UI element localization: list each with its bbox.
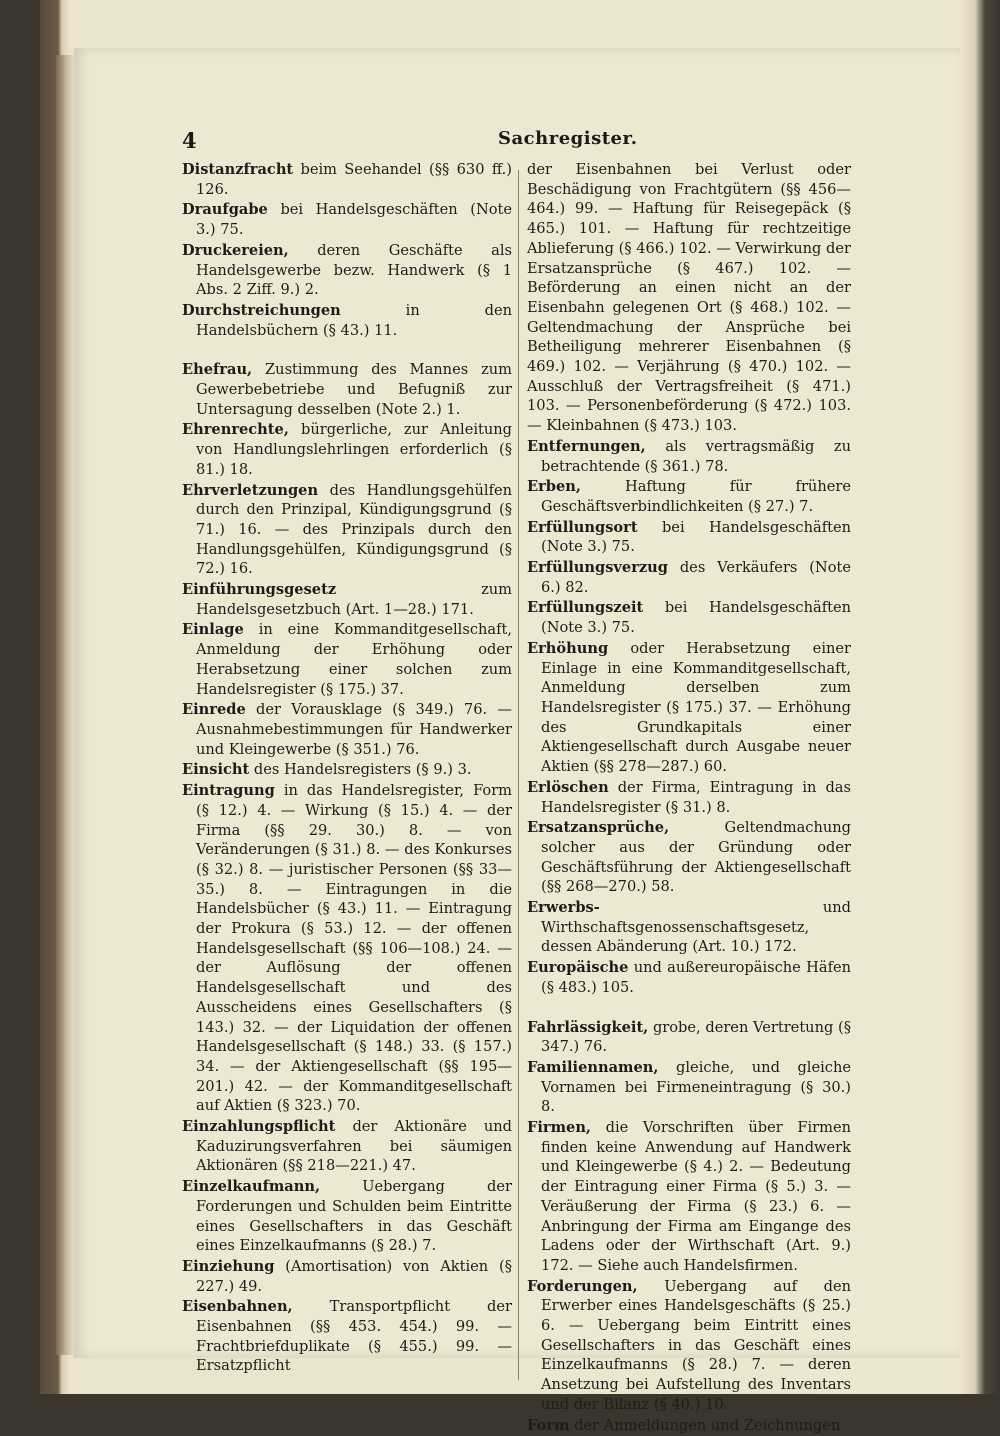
entry-text: Geltendmachung solcher aus der Gründung oder Geschäftsführung der Aktiengesellschaft (§§ 268—270.) 58. (541, 819, 851, 896)
entry-lemma: Form (527, 1416, 570, 1434)
index-entry (182, 760, 512, 780)
index-entry (182, 481, 512, 580)
entry-lemma: Ehefrau, (182, 361, 253, 379)
entry-lemma: Erfüllungsort (527, 518, 638, 536)
entry-text: beim Seehandel (§§ 630 ff.) 126. (196, 161, 513, 198)
index-entry (182, 160, 512, 199)
entry-text: zum Handelsgesetzbuch (Art. 1—28.) 171. (196, 581, 512, 618)
index-entry (182, 700, 512, 759)
index-entry (527, 1118, 851, 1276)
entry-lemma: Erben, (527, 478, 581, 496)
index-entry (527, 958, 851, 997)
entry-lemma: Fahrlässigkeit, (527, 1018, 649, 1036)
entry-lemma: Druckereien, (182, 241, 289, 259)
entry-text: Haftung für frühere Geschäftsverbindlichkeiten (§ 27.) 7. (541, 478, 851, 515)
index-entry (182, 1257, 512, 1296)
entry-lemma: Draufgabe (182, 201, 268, 219)
entry-text: der Anmeldungen und Zeichnungen (574, 1416, 841, 1434)
entry-text: in den Handelsbüchern (§ 43.) 11. (196, 301, 512, 339)
entry-text: und außereuropäische Häfen (§ 483.) 105. (541, 959, 852, 996)
entry-lemma: Distanzfracht (182, 161, 294, 178)
entry-lemma: Erhöhung (527, 639, 609, 657)
entry-text: grobe, deren Vertretung (§ 347.) 76. (541, 1018, 851, 1056)
index-entry (527, 437, 851, 476)
running-title: Sachregister. (498, 128, 638, 149)
entry-lemma: Familiennamen, (527, 1058, 659, 1076)
entry-lemma: Einzelkaufmann, (182, 1178, 321, 1196)
entry-lemma: Ehrverletzungen (182, 481, 319, 499)
index-entry (527, 778, 851, 817)
entry-lemma: Eintragung (182, 782, 275, 800)
index-entry (182, 301, 512, 340)
entry-text: des Verkäufers (Note 6.) 82. (541, 559, 851, 596)
index-entry (527, 598, 851, 637)
entry-text: in das Handelsregister, Form (§ 12.) 4. — Wirkung (§ 15.) 4. — der Firma (§§ 29. 30.) 8. — von Veränderungen (§ 31.) 8. — des Konkurses (§ 32.) 8. — juristischer Personen (§§ 33—35.) 8. — Eintragungen in die Handelsbücher (§ 43.) 11. — Eintragung der Prokura (§ 53.) 12. — der offenen Handelsgesellschaft (§§ 106—108.) 24. — der Auflösung der offenen Handelsgesellschaft und des Ausscheidens eines Gesellschafters (§ 143.) 32. — der Liquidation der offenen Handelsgesellschaft (§ 148.) 33. (§ 157.) 34. — der Aktiengesellschaft (§§ 195—201.) 42. — der Kommanditgesellschaft auf Aktien (§ 323.) 70. (196, 782, 513, 1115)
entry-lemma: Europäische (527, 959, 629, 977)
entry-text: gleiche, und gleiche Vornamen bei Firmeneintragung (§ 30.) 8. (541, 1058, 851, 1116)
entry-text: oder Herabsetzung einer Einlage in eine Kommanditgesellschaft, Anmeldung derselben zum Handelsregister (§ 175.) 37. — Erhöhung des Grundkapitals einer Aktiengesellschaft durch Ausgabe neuer Aktien (§§ 278—287.) 60. (541, 639, 851, 776)
index-column-left (182, 160, 512, 1377)
entry-text: der Aktionäre und Kaduzirungsverfahren bei säumigen Aktionären (§§ 218—221.) 47. (196, 1118, 512, 1175)
entry-text: in eine Kommanditgesellschaft, Anmeldung der Erhöhung oder Herabsetzung einer solchen zum Handelsregister (§ 175.) 37. (196, 621, 512, 698)
column-divider (518, 170, 519, 1380)
entry-text: Uebergang der Forderungen und Schulden beim Eintritte eines Gesellschafters in das Geschäft eines Einzelkaufmanns (§ 28.) 7. (196, 1178, 512, 1255)
book-binding-edge (56, 55, 74, 1355)
entry-lemma: Einsicht (182, 761, 250, 779)
entry-lemma: Einführungsgesetz (182, 581, 337, 599)
entry-lemma: Erfüllungszeit (527, 599, 644, 617)
entry-text: bei Handelsgeschäften (Note 3.) 75. (541, 518, 851, 556)
entry-lemma: Firmen, (527, 1119, 592, 1137)
entry-text: und Wirthschaftsgenossenschaftsgesetz, dessen Abänderung (Art. 10.) 172. (541, 899, 851, 956)
index-entry (182, 360, 512, 419)
entry-text: des Handlungsgehülfen durch den Prinzipal, Kündigungsgrund (§ 71.) 16. — des Prinzipals durch den Handlungsgehülfen, Kündigungsgrund (§ 72.) 16. (196, 481, 512, 578)
entry-lemma: Einziehung (182, 1257, 275, 1275)
index-entry (527, 639, 851, 777)
index-entry (182, 580, 512, 619)
entry-lemma: Ersatzansprüche, (527, 819, 670, 837)
entry-text: die Vorschriften über Firmen finden keine Anwendung auf Handwerk und Kleingewerbe (§ 4.) 2. — Bedeutung der Eintragung einer Firma (§ 5.) 3. — Veräußerung der Firma (§ 23.) 6. — Anbringung der Firma am Eingange des Ladens oder der Wirthschaft (Art. 9.) 172. — Siehe auch Handelsfirmen. (541, 1119, 851, 1274)
entry-lemma: Eisenbahnen, (182, 1298, 293, 1316)
entry-lemma: Ehrenrechte, (182, 421, 289, 439)
entry-lemma: Forderungen, (527, 1277, 638, 1295)
entry-lemma: Einzahlungspflicht (182, 1118, 336, 1136)
index-entry (182, 1177, 512, 1256)
entry-text: als vertragsmäßig zu betrachtende (§ 361.) 78. (541, 437, 851, 475)
entry-text: Transportpflicht der Eisenbahnen (§§ 453. 454.) 99. — Frachtbriefduplikate (§ 455.) 99. — Ersatzpflicht (196, 1298, 513, 1375)
index-entry (182, 1297, 512, 1376)
index-entry (527, 1058, 851, 1117)
index-entry (182, 781, 512, 1116)
entry-lemma: Einrede (182, 701, 246, 719)
index-column-right (527, 160, 851, 1436)
entry-lemma: Erwerbs- (527, 899, 600, 917)
entry-lemma: Entfernungen, (527, 437, 646, 455)
entry-text: der Firma, Eintragung in das Handelsregister (§ 31.) 8. (541, 778, 851, 816)
entry-text: bei Handelsgeschäften (Note 3.) 75. (196, 201, 513, 239)
entry-text: der Eisenbahnen bei Verlust oder Beschädigung von Frachtgütern (§§ 456—464.) 99. — Haftung für Reisegepäck (§ 465.) 101. — Haftung für rechtzeitige Ablieferung (§ 466.) 102. — Verwirkung der Ersatzansprüche (§ 467.) 102. — Beförderung an einen nicht an der Eisenbahn gelegenen Ort (§ 468.) 102. — Geltendmachung der Ansprüche bei Betheiligung mehrerer Eisenbahnen (§ 469.) 102. — Verjährung (§ 470.) 102. — Ausschluß der Vertragsfreiheit (§ 471.) 103. — Personenbeförderung (§ 472.) 103. — Kleinbahnen (§ 473.) 103. (527, 161, 851, 435)
index-entry (182, 1117, 512, 1176)
entry-text: des Handelsregisters (§ 9.) 3. (253, 761, 472, 779)
page-number: 4 (182, 128, 197, 153)
entry-lemma: Einlage (182, 621, 244, 639)
index-entry (182, 420, 512, 479)
entry-text: bürgerliche, zur Anleitung von Handlungslehrlingen erforderlich (§ 81.) 18. (196, 421, 512, 478)
index-entry (182, 200, 512, 239)
index-entry (527, 898, 851, 957)
index-entry (527, 558, 851, 597)
index-entry (527, 1018, 851, 1057)
entry-text: der Vorausklage (§ 349.) 76. — Ausnahmebestimmungen für Handwerker und Kleingewerbe (§ 351.) 76. (196, 701, 512, 758)
index-entry (182, 241, 512, 300)
index-entry (182, 620, 512, 699)
entry-text: (Amortisation) von Aktien (§ 227.) 49. (196, 1257, 512, 1295)
index-entry (527, 1416, 851, 1436)
index-entry-continuation (527, 160, 851, 436)
entry-text: Uebergang auf den Erwerber eines Handelsgeschäfts (§ 25.) 6. — Uebergang beim Eintritt eines Gesellschafters in das Geschäft eines Einzelkaufmanns (§ 28.) 7. — deren Ansetzung bei Aufstellung des Inventars und der Bilanz (§ 40.) 10. (541, 1277, 851, 1413)
entry-lemma: Durchstreichungen (182, 301, 341, 319)
entry-lemma: Erfüllungsverzug (527, 559, 668, 577)
entry-text: deren Geschäfte als Handelsgewerbe bezw. Handwerk (§ 1 Abs. 2 Ziff. 9.) 2. (196, 241, 512, 299)
entry-text: Zustimmung des Mannes zum Gewerbebetriebe und Befugniß zur Untersagung desselben (Note 2.) 1. (196, 361, 513, 418)
index-entry (527, 477, 851, 516)
index-entry (527, 518, 851, 557)
entry-lemma: Erlöschen (527, 778, 609, 796)
entry-text: bei Handelsgeschäften (Note 3.) 75. (541, 599, 851, 637)
index-entry (527, 818, 851, 897)
